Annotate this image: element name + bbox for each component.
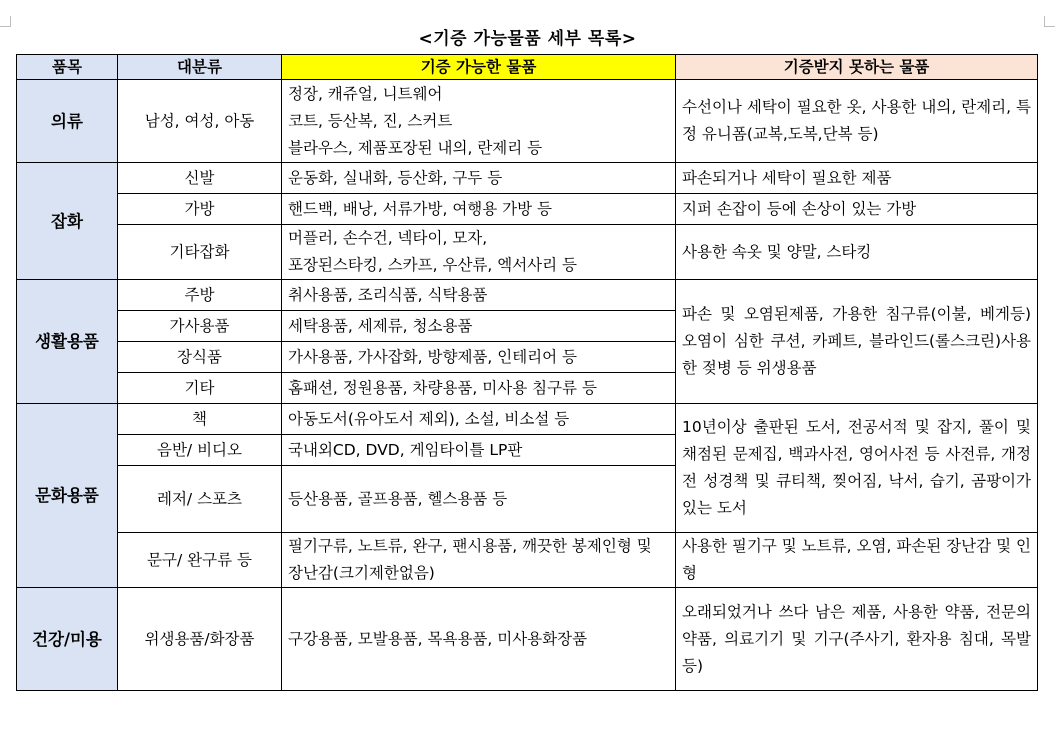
donation-items-table (16, 54, 1038, 691)
header-not-acceptable: 기증받지 못하는 물품 (676, 55, 1038, 80)
not-acceptable-cell: 수선이나 세탁이 필요한 옷, 사용한 내의, 란제리, 특정 유니폼(교복,도복,단복 등) (676, 80, 1038, 163)
acceptable-cell: 등산용품, 골프용품, 헬스용품 등 (282, 466, 676, 533)
category-cell: 문구/ 완구류 등 (118, 533, 282, 588)
table-header-row (17, 55, 1038, 80)
not-acceptable-cell: 파손되거나 세탁이 필요한 제품 (676, 163, 1038, 194)
acceptable-cell: 핸드백, 배낭, 서류가방, 여행용 가방 등 (282, 194, 676, 225)
category-cell: 레저/ 스포츠 (118, 466, 282, 533)
acceptable-line: 머플러, 손수건, 넥타이, 모자, (288, 229, 488, 247)
not-acceptable-cell: 오래되었거나 쓰다 남은 제품, 사용한 약품, 전문의 약품, 의료기기 및 기구(주사기, 환자용 침대, 목발 등) (676, 588, 1038, 691)
not-acceptable-cell: 사용한 필기구 및 노트류, 오염, 파손된 장난감 및 인형 (676, 533, 1038, 588)
category-cell: 음반/ 비디오 (118, 435, 282, 466)
table-row (17, 404, 1038, 435)
item-cell-health: 건강/미용 (17, 588, 118, 691)
table-row (17, 163, 1038, 194)
acceptable-line: 블라우스, 제품포장된 내의, 란제리 등 (288, 138, 543, 157)
acceptable-line: 정장, 캐쥬얼, 니트웨어 (288, 84, 443, 103)
document-title: <기증 가능물품 세부 목록> (418, 29, 637, 49)
category-cell: 장식품 (118, 342, 282, 373)
category-cell: 위생용품/화장품 (118, 588, 282, 691)
acceptable-cell: 세탁용품, 세제류, 청소용품 (282, 311, 676, 342)
acceptable-line: 포장된스타킹, 스카프, 우산류, 엑서사리 등 (288, 256, 578, 274)
item-cell-clothing: 의류 (17, 80, 118, 163)
item-cell-culture: 문화용품 (17, 404, 118, 588)
acceptable-cell (282, 225, 676, 280)
category-cell: 가방 (118, 194, 282, 225)
item-cell-living: 생활용품 (17, 280, 118, 404)
acceptable-cell: 취사용품, 조리식품, 식탁용품 (282, 280, 676, 311)
acceptable-line: 코트, 등산복, 진, 스커트 (288, 111, 453, 130)
acceptable-cell: 운동화, 실내화, 등산화, 구두 등 (282, 163, 676, 194)
acceptable-cell: 필기구류, 노트류, 완구, 팬시용품, 깨끗한 봉제인형 및 장난감(크기제한없음) (282, 533, 676, 588)
not-acceptable-cell: 파손 및 오염된제품, 가용한 침구류(이불, 베게등) 오염이 심한 쿠션, 카페트, 블라인드(롤스크린)사용한 젖병 등 위생용품 (676, 280, 1038, 404)
category-cell: 기타 (118, 373, 282, 404)
category-cell: 남성, 여성, 아동 (118, 80, 282, 163)
header-category: 대분류 (118, 55, 282, 80)
table-row (17, 80, 1038, 163)
category-cell: 책 (118, 404, 282, 435)
table-row (17, 194, 1038, 225)
acceptable-cell: 구강용품, 모발용품, 목욕용품, 미사용화장품 (282, 588, 676, 691)
category-cell: 가사용품 (118, 311, 282, 342)
not-acceptable-cell: 지퍼 손잡이 등에 손상이 있는 가방 (676, 194, 1038, 225)
category-cell: 기타잡화 (118, 225, 282, 280)
not-acceptable-cell: 사용한 속옷 및 양말, 스타킹 (676, 225, 1038, 280)
header-acceptable: 기증 가능한 물품 (282, 55, 676, 80)
header-item: 품목 (17, 55, 118, 80)
acceptable-cell: 아동도서(유아도서 제외), 소설, 비소설 등 (282, 404, 676, 435)
table-row (17, 225, 1038, 280)
item-cell-goods: 잡화 (17, 163, 118, 280)
category-cell: 신발 (118, 163, 282, 194)
category-cell: 주방 (118, 280, 282, 311)
acceptable-cell: 국내외CD, DVD, 게임타이틀 LP판 (282, 435, 676, 466)
not-acceptable-cell: 10년이상 출판된 도서, 전공서적 및 잡지, 풀이 및 채점된 문제집, 백과사전, 영어사전 등 사전류, 개정전 성경책 및 큐티책, 찢어짐, 낙서, 습기, 곰팡이가 있는 도서 (676, 404, 1038, 533)
table-row (17, 533, 1038, 588)
acceptable-cell (282, 80, 676, 163)
acceptable-cell: 홈패션, 정원용품, 차량용품, 미사용 침구류 등 (282, 373, 676, 404)
table-row (17, 280, 1038, 311)
acceptable-cell: 가사용품, 가사잡화, 방향제품, 인테리어 등 (282, 342, 676, 373)
table-row (17, 588, 1038, 691)
